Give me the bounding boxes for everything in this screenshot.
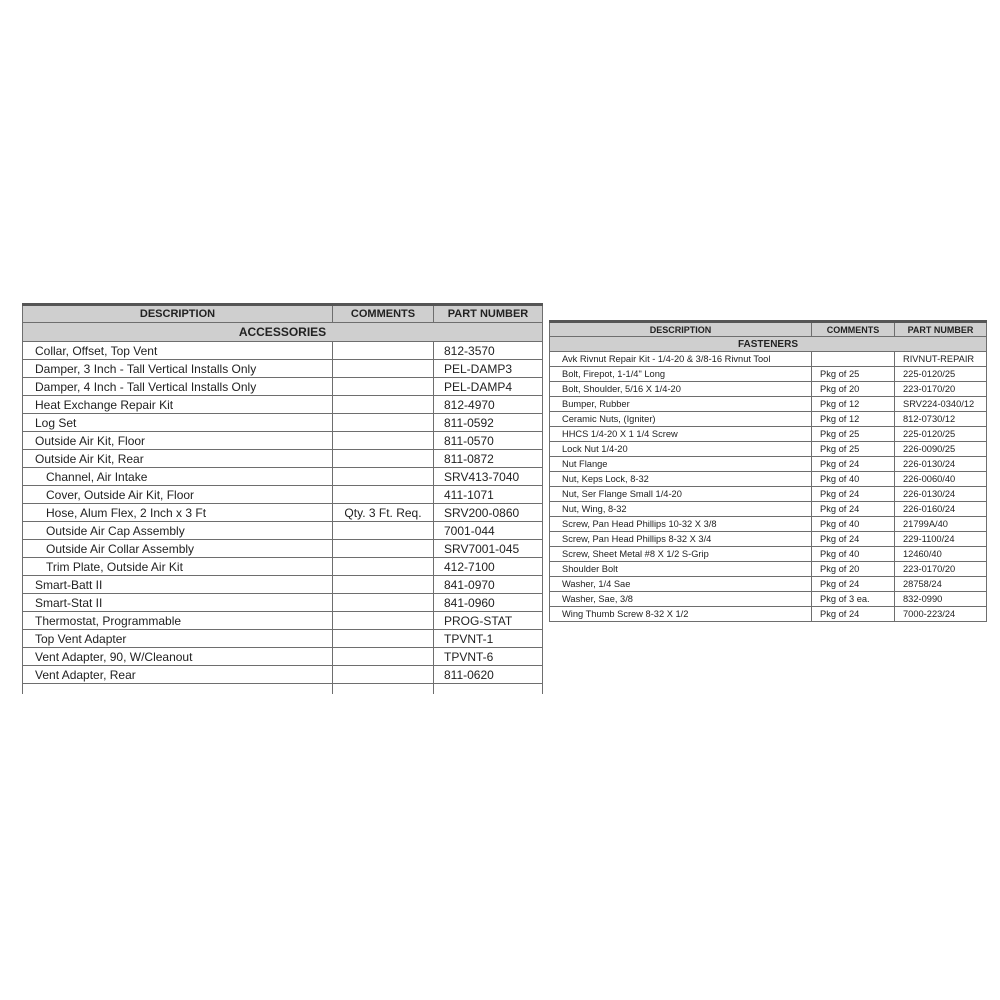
comments-cell: [812, 352, 895, 367]
table-row: [23, 666, 543, 684]
table-header-row: [550, 322, 987, 337]
table-row: [550, 352, 987, 367]
description-cell: Log Set: [23, 414, 333, 432]
part-number-cell: 812-4970: [434, 396, 543, 414]
table-row: [550, 427, 987, 442]
part-number-cell: 841-0960: [434, 594, 543, 612]
table-row: [23, 360, 543, 378]
description-cell: Outside Air Kit, Rear: [23, 450, 333, 468]
table-row: [550, 457, 987, 472]
part-number-cell: 412-7100: [434, 558, 543, 576]
comments-cell: Pkg of 12: [812, 412, 895, 427]
section-title-fasteners: FASTENERS: [550, 337, 987, 352]
comments-cell: [333, 360, 434, 378]
description-cell: Smart-Stat II: [23, 594, 333, 612]
description-cell: Bumper, Rubber: [550, 397, 812, 412]
spacer-cell: [333, 684, 434, 695]
comments-cell: Pkg of 3 ea.: [812, 592, 895, 607]
comments-cell: [333, 576, 434, 594]
table-row: [23, 450, 543, 468]
comments-cell: Pkg of 40: [812, 472, 895, 487]
section-row: [550, 337, 987, 352]
table-row: [23, 594, 543, 612]
part-number-cell: PEL-DAMP3: [434, 360, 543, 378]
table-row: [23, 558, 543, 576]
description-cell: HHCS 1/4-20 X 1 1/4 Screw: [550, 427, 812, 442]
comments-cell: Pkg of 12: [812, 397, 895, 412]
part-number-cell: 28758/24: [895, 577, 987, 592]
part-number-cell: 226-0130/24: [895, 487, 987, 502]
part-number-cell: 832-0990: [895, 592, 987, 607]
table-row: [23, 630, 543, 648]
table-row: [550, 442, 987, 457]
description-cell: Nut, Keps Lock, 8-32: [550, 472, 812, 487]
header-part-number: PART NUMBER: [895, 322, 987, 337]
description-cell: Thermostat, Programmable: [23, 612, 333, 630]
table-row: [550, 502, 987, 517]
comments-cell: [333, 522, 434, 540]
part-number-cell: SRV200-0860: [434, 504, 543, 522]
part-number-cell: PROG-STAT: [434, 612, 543, 630]
part-number-cell: SRV413-7040: [434, 468, 543, 486]
fasteners-table: [549, 320, 987, 622]
part-number-cell: 7000-223/24: [895, 607, 987, 622]
part-number-cell: 811-0592: [434, 414, 543, 432]
comments-cell: [333, 396, 434, 414]
description-cell: Hose, Alum Flex, 2 Inch x 3 Ft: [23, 504, 333, 522]
comments-cell: [333, 540, 434, 558]
table-row: [23, 648, 543, 666]
section-row: [23, 323, 543, 342]
part-number-cell: 229-1100/24: [895, 532, 987, 547]
description-cell: Nut, Ser Flange Small 1/4-20: [550, 487, 812, 502]
table-row: [550, 607, 987, 622]
comments-cell: Pkg of 24: [812, 607, 895, 622]
comments-cell: Pkg of 25: [812, 367, 895, 382]
part-number-cell: 225-0120/25: [895, 367, 987, 382]
description-cell: Nut, Wing, 8-32: [550, 502, 812, 517]
part-number-cell: SRV224-0340/12: [895, 397, 987, 412]
description-cell: Avk Rivnut Repair Kit - 1/4-20 & 3/8-16 Rivnut Tool: [550, 352, 812, 367]
part-number-cell: 812-3570: [434, 342, 543, 360]
part-number-cell: 811-0872: [434, 450, 543, 468]
table-row: [23, 504, 543, 522]
table-row: [550, 517, 987, 532]
description-cell: Outside Air Kit, Floor: [23, 432, 333, 450]
spacer-cell: [434, 684, 543, 695]
comments-cell: Pkg of 25: [812, 442, 895, 457]
comments-cell: [333, 414, 434, 432]
comments-cell: Pkg of 20: [812, 382, 895, 397]
description-cell: Collar, Offset, Top Vent: [23, 342, 333, 360]
spacer-cell: [23, 684, 333, 695]
part-number-cell: 812-0730/12: [895, 412, 987, 427]
table-row: [23, 396, 543, 414]
table-row: [550, 382, 987, 397]
header-part-number: PART NUMBER: [434, 305, 543, 323]
description-cell: Screw, Pan Head Phillips 8-32 X 3/4: [550, 532, 812, 547]
part-number-cell: 226-0160/24: [895, 502, 987, 517]
table-row: [23, 378, 543, 396]
description-cell: Smart-Batt II: [23, 576, 333, 594]
part-number-cell: TPVNT-6: [434, 648, 543, 666]
description-cell: Vent Adapter, Rear: [23, 666, 333, 684]
description-cell: Heat Exchange Repair Kit: [23, 396, 333, 414]
part-number-cell: RIVNUT-REPAIR: [895, 352, 987, 367]
description-cell: Bolt, Firepot, 1-1/4" Long: [550, 367, 812, 382]
description-cell: Ceramic Nuts, (Igniter): [550, 412, 812, 427]
comments-cell: [333, 378, 434, 396]
table-row: [550, 577, 987, 592]
table-row-spacer: [23, 684, 543, 695]
description-cell: Trim Plate, Outside Air Kit: [23, 558, 333, 576]
part-number-cell: 841-0970: [434, 576, 543, 594]
comments-cell: [333, 648, 434, 666]
comments-cell: [333, 594, 434, 612]
description-cell: Vent Adapter, 90, W/Cleanout: [23, 648, 333, 666]
description-cell: Bolt, Shoulder, 5/16 X 1/4-20: [550, 382, 812, 397]
comments-cell: [333, 450, 434, 468]
comments-cell: [333, 630, 434, 648]
description-cell: Screw, Pan Head Phillips 10-32 X 3/8: [550, 517, 812, 532]
comments-cell: Pkg of 20: [812, 562, 895, 577]
description-cell: Top Vent Adapter: [23, 630, 333, 648]
part-number-cell: 411-1071: [434, 486, 543, 504]
table-row: [550, 472, 987, 487]
accessories-table: [22, 303, 543, 694]
description-cell: Shoulder Bolt: [550, 562, 812, 577]
description-cell: Cover, Outside Air Kit, Floor: [23, 486, 333, 504]
part-number-cell: SRV7001-045: [434, 540, 543, 558]
table-row: [550, 367, 987, 382]
part-number-cell: 7001-044: [434, 522, 543, 540]
header-description: DESCRIPTION: [23, 305, 333, 323]
part-number-cell: TPVNT-1: [434, 630, 543, 648]
description-cell: Screw, Sheet Metal #8 X 1/2 S-Grip: [550, 547, 812, 562]
description-cell: Damper, 4 Inch - Tall Vertical Installs Only: [23, 378, 333, 396]
description-cell: Lock Nut 1/4-20: [550, 442, 812, 457]
comments-cell: [333, 558, 434, 576]
description-cell: Washer, Sae, 3/8: [550, 592, 812, 607]
part-number-cell: 226-0060/40: [895, 472, 987, 487]
comments-cell: Pkg of 24: [812, 577, 895, 592]
comments-cell: Pkg of 40: [812, 547, 895, 562]
table-row: [550, 592, 987, 607]
part-number-cell: 811-0620: [434, 666, 543, 684]
part-number-cell: 226-0130/24: [895, 457, 987, 472]
comments-cell: [333, 342, 434, 360]
part-number-cell: 223-0170/20: [895, 382, 987, 397]
comments-cell: [333, 486, 434, 504]
table-row: [23, 540, 543, 558]
table-row: [23, 432, 543, 450]
table-row: [23, 486, 543, 504]
table-row: [23, 612, 543, 630]
header-comments: COMMENTS: [812, 322, 895, 337]
table-row: [550, 487, 987, 502]
description-cell: Channel, Air Intake: [23, 468, 333, 486]
table-header-row: [23, 305, 543, 323]
comments-cell: Pkg of 24: [812, 502, 895, 517]
table-row: [550, 397, 987, 412]
header-comments: COMMENTS: [333, 305, 434, 323]
table-row: [23, 576, 543, 594]
comments-cell: Pkg of 25: [812, 427, 895, 442]
comments-cell: Qty. 3 Ft. Req.: [333, 504, 434, 522]
comments-cell: Pkg of 24: [812, 487, 895, 502]
table-row: [550, 412, 987, 427]
table-row: [550, 562, 987, 577]
part-number-cell: 21799A/40: [895, 517, 987, 532]
comments-cell: Pkg of 40: [812, 517, 895, 532]
comments-cell: [333, 612, 434, 630]
part-number-cell: 12460/40: [895, 547, 987, 562]
comments-cell: Pkg of 24: [812, 532, 895, 547]
part-number-cell: 226-0090/25: [895, 442, 987, 457]
comments-cell: [333, 432, 434, 450]
comments-cell: Pkg of 24: [812, 457, 895, 472]
part-number-cell: 811-0570: [434, 432, 543, 450]
description-cell: Nut Flange: [550, 457, 812, 472]
description-cell: Outside Air Collar Assembly: [23, 540, 333, 558]
table-row: [23, 414, 543, 432]
table-row: [23, 468, 543, 486]
table-row: [23, 342, 543, 360]
part-number-cell: PEL-DAMP4: [434, 378, 543, 396]
part-number-cell: 223-0170/20: [895, 562, 987, 577]
description-cell: Outside Air Cap Assembly: [23, 522, 333, 540]
comments-cell: [333, 666, 434, 684]
part-number-cell: 225-0120/25: [895, 427, 987, 442]
section-title-accessories: ACCESSORIES: [23, 323, 543, 342]
table-row: [550, 532, 987, 547]
description-cell: Wing Thumb Screw 8-32 X 1/2: [550, 607, 812, 622]
table-row: [23, 522, 543, 540]
header-description: DESCRIPTION: [550, 322, 812, 337]
description-cell: Washer, 1/4 Sae: [550, 577, 812, 592]
comments-cell: [333, 468, 434, 486]
description-cell: Damper, 3 Inch - Tall Vertical Installs Only: [23, 360, 333, 378]
table-row: [550, 547, 987, 562]
